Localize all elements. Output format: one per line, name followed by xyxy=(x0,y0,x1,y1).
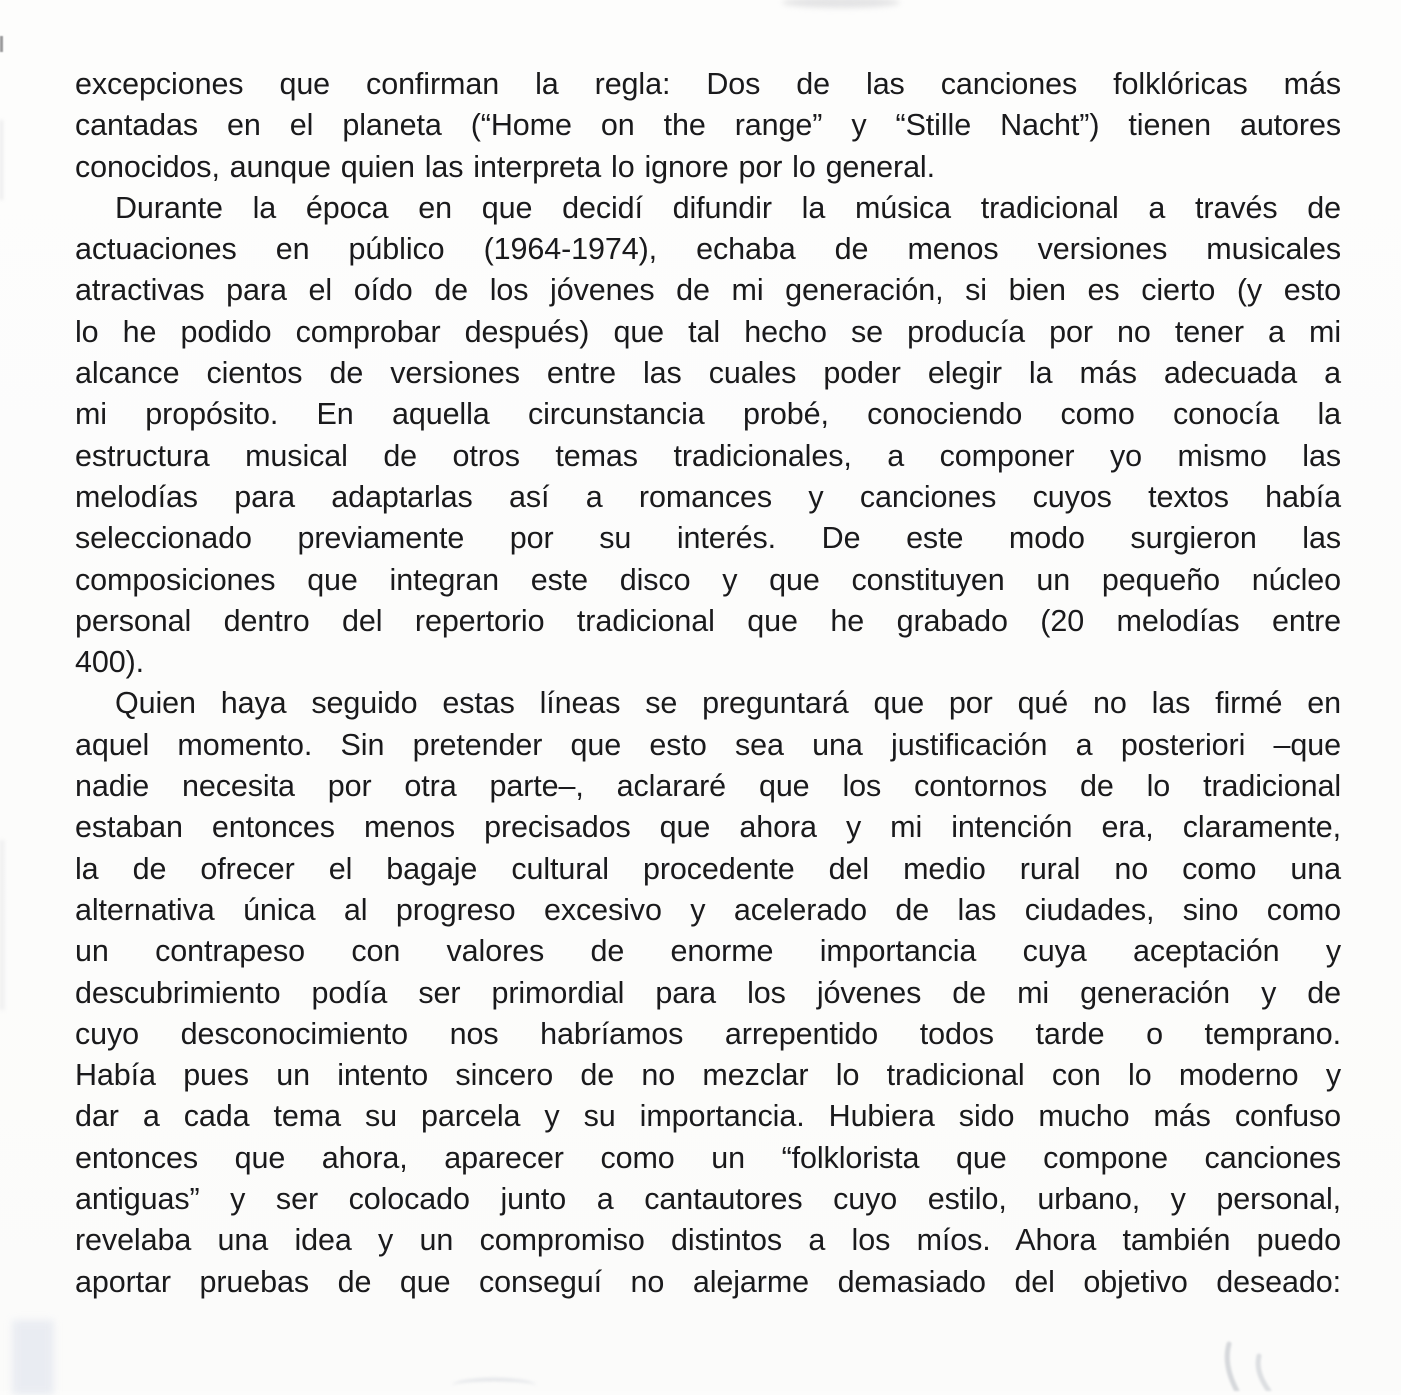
text-line: antiguas” y ser colocado junto a cantautores cuyo estilo, urbano, y personal, xyxy=(75,1182,1341,1217)
text-line: 400). xyxy=(75,645,145,680)
text-line: estructura musical de otros temas tradicionales, a componer yo mismo las xyxy=(75,438,1341,473)
text-line: nadie necesita por otra parte–, aclararé que los contornos de lo tradicional xyxy=(75,769,1341,804)
text-line: actuaciones en público (1964-1974), echaba de menos versiones musicales xyxy=(75,232,1341,267)
scan-artifact-left-streak-upper xyxy=(0,120,3,200)
scan-artifact-top-smudge xyxy=(782,0,900,8)
text-line: entonces que ahora, aparecer como un “folklorista que compone canciones xyxy=(75,1140,1341,1175)
text-line: alternativa única al progreso excesivo y acelerado de las ciudades, sino como xyxy=(75,892,1341,927)
scan-artifact-hair-marks xyxy=(1195,1330,1325,1391)
text-line: cuyo desconocimiento nos habríamos arrepentido todos tarde o temprano. xyxy=(75,1016,1341,1051)
text-line: seleccionado previamente por su interés. De este modo surgieron las xyxy=(75,521,1341,556)
paragraph xyxy=(75,64,1341,188)
text-line: composiciones que integran este disco y que constituyen un pequeño núcleo xyxy=(75,562,1341,597)
text-line: un contrapeso con valores de enorme importancia cuya aceptación y xyxy=(75,934,1341,969)
text-line: lo he podido comprobar después) que tal hecho se producía por no tener a mi xyxy=(75,314,1341,349)
text-line: Había pues un intento sincero de no mezclar lo tradicional con lo moderno y xyxy=(75,1058,1341,1093)
paragraph xyxy=(75,683,1341,1302)
text-line: atractivas para el oído de los jóvenes de mi generación, si bien es cierto (y esto xyxy=(75,273,1341,308)
text-line: Quien haya seguido estas líneas se preguntará que por qué no las firmé en xyxy=(115,686,1341,721)
text-line: revelaba una idea y un compromiso distintos a los míos. Ahora también puedo xyxy=(75,1223,1341,1258)
text-line: descubrimiento podía ser primordial para los jóvenes de mi generación y de xyxy=(75,975,1341,1010)
paragraph xyxy=(75,188,1341,684)
text-line: dar a cada tema su parcela y su importancia. Hubiera sido mucho más confuso xyxy=(75,1099,1341,1134)
text-line: melodías para adaptarlas así a romances y canciones cuyos textos había xyxy=(75,479,1341,514)
text-line: estaban entonces menos precisados que ahora y mi intención era, claramente, xyxy=(75,810,1341,845)
text-line: excepciones que confirman la regla: Dos de las canciones folklóricas más xyxy=(75,67,1341,101)
text-line: alcance cientos de versiones entre las cuales poder elegir la más adecuada a xyxy=(75,356,1341,391)
scan-artifact-left-streak-mid xyxy=(0,840,4,1010)
page-text xyxy=(75,64,1341,1303)
text-line: aquel momento. Sin pretender que esto sea una justificación a posteriori –que xyxy=(75,727,1341,762)
text-line: conocidos, aunque quien las interpreta lo ignore por lo general. xyxy=(75,149,935,184)
text-line: mi propósito. En aquella circunstancia probé, conociendo como conocía la xyxy=(75,397,1341,432)
text-line: Durante la época en que decidí difundir la música tradicional a través de xyxy=(115,190,1341,225)
scan-artifact-bottom-left-smudge xyxy=(12,1320,54,1395)
scan-artifact-left-tick xyxy=(0,36,3,52)
text-line: personal dentro del repertorio tradicional que he grabado (20 melodías entre xyxy=(75,603,1341,638)
text-line: aportar pruebas de que conseguí no alejarme demasiado del objetivo deseado: xyxy=(75,1264,1341,1299)
text-line: la de ofrecer el bagaje cultural procedente del medio rural no como una xyxy=(75,851,1341,886)
text-line: cantadas en el planeta (“Home on the range” y “Stille Nacht”) tienen autores xyxy=(75,108,1341,143)
